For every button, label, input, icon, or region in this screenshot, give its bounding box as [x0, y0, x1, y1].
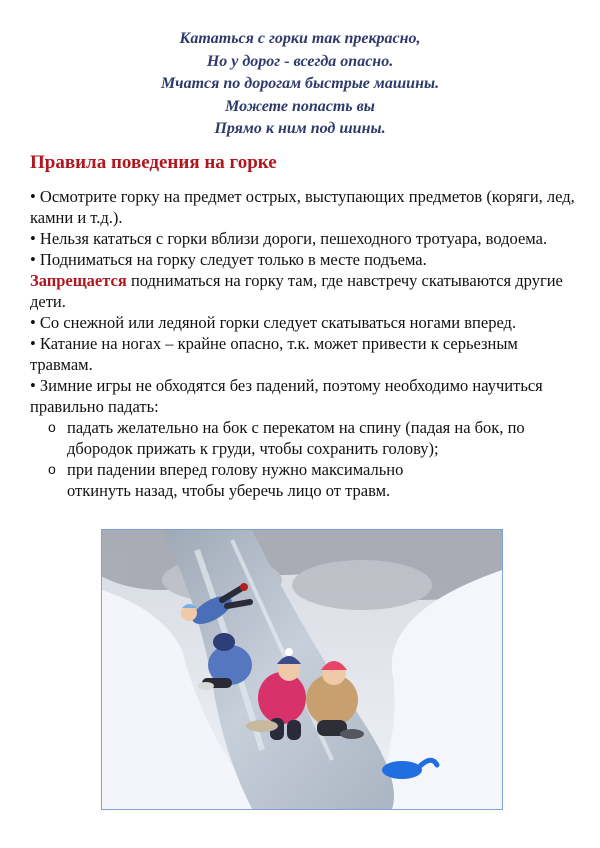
sub-item-1 [30, 417, 580, 459]
rule-item-5 [30, 333, 580, 375]
rule-text-6: Зимние игры не обходятся без падений, поэтому необходимо научиться правильно падать: [30, 376, 543, 416]
sub-text-1: падать желательно на бок с перекатом на спину (падая на бок, по дбородок прижать к груди, чтобы сохранить голову); [67, 418, 525, 458]
rule-item-2 [30, 228, 580, 249]
rule-forbidden [30, 270, 580, 312]
rule-item-4 [30, 312, 580, 333]
bullet: • [30, 313, 36, 332]
bullet: • [30, 187, 36, 206]
sub-item-2 [30, 459, 580, 501]
forbidden-text: подниматься на горку там, где навстречу скатываются другие дети. [30, 271, 563, 311]
poem-line-5: Прямо к ним под шины. [214, 120, 386, 137]
section-title: Правила поведения на горке [30, 152, 277, 173]
poem [0, 28, 600, 141]
sub-text-2a: при падении вперед голову нужно максимально [67, 460, 404, 479]
poem-line-3: Мчатся по дорогам быстрые машины. [160, 75, 440, 92]
sub-text-2b: откинуть назад, чтобы уберечь лицо от травм. [67, 481, 391, 500]
rules-list [30, 186, 580, 501]
rule-text-2: Нельзя кататься с горки вблизи дороги, пешеходного тротуара, водоема. [39, 229, 548, 248]
poem-line-1: Кататься с горки так прекрасно, [179, 30, 421, 47]
rule-item-6 [30, 375, 580, 417]
rule-item-3 [30, 249, 580, 270]
sledding-photo [101, 529, 503, 810]
rule-text-3: Подниматься на горку следует только в месте подъема. [39, 250, 427, 269]
rule-text-4: Со снежной или ледяной горки следует скатываться ногами вперед. [39, 313, 517, 332]
bullet: • [30, 376, 36, 395]
bullet: • [30, 229, 36, 248]
rule-text-5: Катание на ногах – крайне опасно, т.к. может привести к серьезным травмам. [30, 334, 518, 374]
bullet: • [30, 334, 36, 353]
circle-bullet-icon: o [48, 461, 56, 477]
bullet: • [30, 250, 36, 269]
circle-bullet-icon: o [48, 419, 56, 435]
poem-line-2: Но у дорог - всегда опасно. [206, 52, 394, 70]
sledding-photo-illustration [102, 530, 502, 809]
poem-line-4: Можете попасть вы [225, 97, 375, 115]
rule-item-1 [30, 186, 580, 228]
forbidden-word: Запрещается [30, 271, 127, 290]
rule-text-1: Осмотрите горку на предмет острых, выступающих предметов (коряги, лед, камни и т.д.). [30, 187, 575, 227]
